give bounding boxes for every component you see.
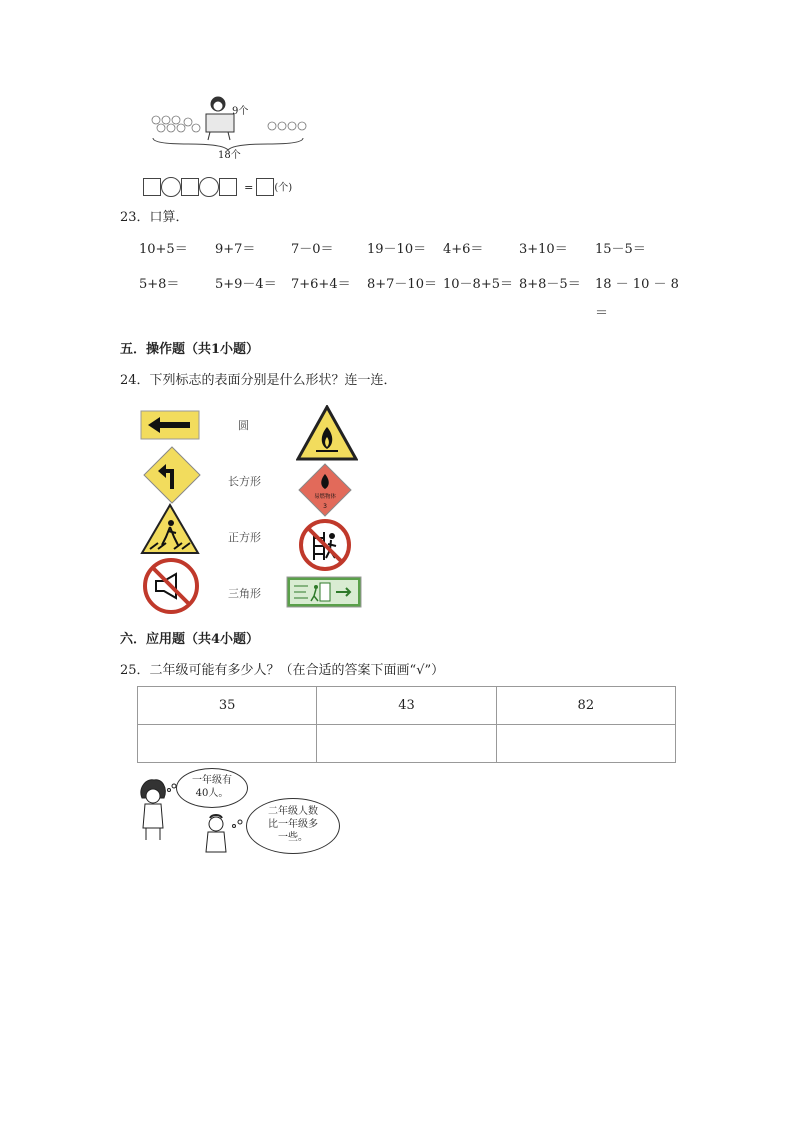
option-82: 82 [496,687,675,725]
q23-title: 23．口算． [120,210,189,225]
speech-bubble-first-grade [176,768,248,808]
sign-left-arrow[interactable] [140,410,200,444]
equation-boxes [143,177,292,197]
no-horn-sign-icon [142,557,200,615]
label-nine: 9个 [232,106,249,117]
q23-item: 7－0＝ [291,242,334,257]
answer-table [137,686,676,763]
q23-item: 5+9－4＝ [215,277,277,292]
bubble2-line2: 比一年级多 [268,819,318,830]
answer-box[interactable] [219,178,237,196]
operator-circle[interactable] [199,177,219,197]
exit-sign-icon [286,576,362,608]
check-cell-43[interactable] [317,725,496,763]
sign-no-horn[interactable] [142,557,200,619]
shape-label-square[interactable]: 正方形 [228,531,261,544]
q23-item: 10－8+5＝ [443,277,513,292]
option-43: 43 [317,687,496,725]
q23-item: 18 － 10 － 8 [595,277,679,292]
section-6-heading: 六．应用题（共4小题） [120,632,260,647]
speech-bubble-second-grade [246,798,340,854]
hazard-sign-number: 3 [323,503,327,510]
check-cell-35[interactable] [138,725,317,763]
no-climbing-sign-icon [298,518,352,572]
flammable-diamond-sign-icon [297,462,353,518]
q23-item: 15－5＝ [595,242,646,257]
sign-flammable-diamond[interactable] [297,462,353,522]
unit-label: (个) [274,182,293,194]
q23-item: 7+6+4＝ [291,277,351,292]
q23-item: 5+8＝ [139,277,180,292]
shape-label-triangle[interactable]: 三角形 [228,587,261,600]
q23-item: 10+5＝ [139,242,188,257]
q25-title: 25．二年级可能有多少人？（在合适的答案下面画“√”） [120,663,445,678]
q23-item: 19－10＝ [367,242,427,257]
operator-circle[interactable] [161,177,181,197]
q23-item: 3+10＝ [519,242,568,257]
equals-sign: = [244,180,254,194]
q23-item-continued: ＝ [595,306,609,321]
turn-left-diamond-sign-icon [142,445,202,505]
option-35: 35 [138,687,317,725]
hazard-sign-text: 易燃物体 [313,494,337,500]
table-row [138,687,676,725]
q23-item: 8+8－5＝ [519,277,581,292]
answer-box[interactable] [143,178,161,196]
sign-fire-warning[interactable] [296,405,358,465]
sign-pedestrian[interactable] [140,503,200,559]
bubble2-line3: 一些。 [278,832,308,843]
left-arrow-sign-icon [140,410,200,440]
q23-item: 4+6＝ [443,242,484,257]
label-eighteen: 18个 [218,150,241,161]
flammable-warning-triangle-icon [296,405,358,461]
bubble2-line1: 二年级人数 [268,806,318,817]
bubble1-line1: 一年级有 [192,775,232,786]
table-row [138,725,676,763]
shape-label-circle[interactable]: 圆 [238,419,249,432]
check-cell-82[interactable] [496,725,675,763]
q24-title: 24．下列标志的表面分别是什么形状？连一连． [120,373,397,388]
answer-box[interactable] [181,178,199,196]
section-5-heading: 五．操作题（共1小题） [120,342,260,357]
answer-box[interactable] [256,178,274,196]
bubble1-line2: 40人。 [195,788,229,799]
sign-no-climbing[interactable] [298,518,352,576]
sign-exit[interactable] [286,576,362,612]
sign-turn-left[interactable] [142,445,202,509]
q23-item: 8+7－10＝ [367,277,437,292]
q23-item: 9+7＝ [215,242,256,257]
pedestrian-crossing-sign-icon [140,503,200,555]
shape-label-rectangle[interactable]: 长方形 [228,475,261,488]
